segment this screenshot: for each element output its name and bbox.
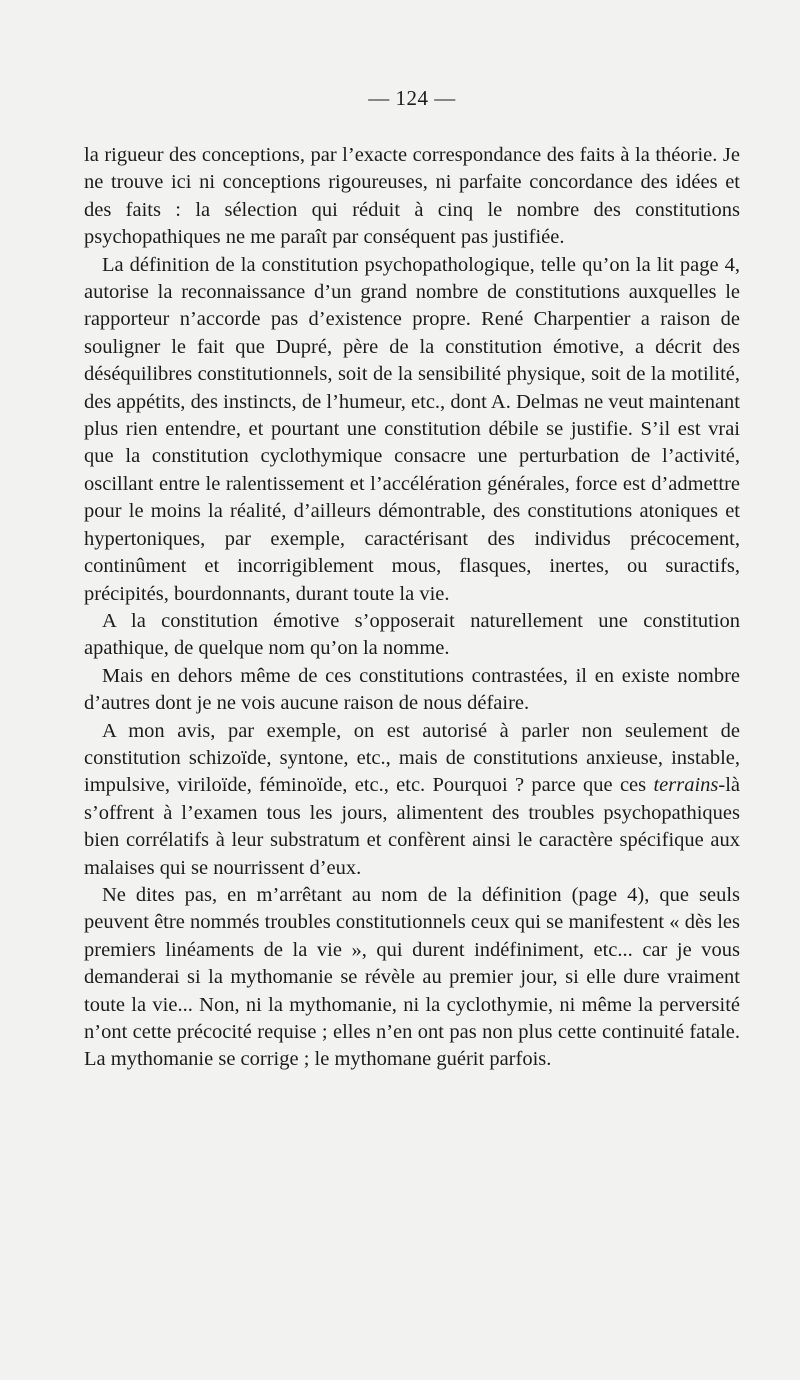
paragraph-3: A la constitution émotive s’opposerait naturellement une constitution apathique, de quelque nom qu’on la nomme. <box>84 609 740 660</box>
paragraph-1: la rigueur des conceptions, par l’exacte correspondance des faits à la théorie. Je ne trouve ici ni conceptions rigoureuses, ni parfaite concordance des idées et des faits : la sélection qui réduit à cinq le nombre des constitutions psychopathiques ne me paraît par conséquent pas justifiée. <box>84 144 740 249</box>
paragraph-2: La définition de la constitution psychopathologique, telle qu’on la lit page 4, autorise la reconnaissance d’un grand nombre de constitutions auxquelles le rapporteur n’accorde pas d’existence propre. René Charpentier a raison de souligner le fait que Dupré, père de la constitution émotive, a décrit des déséquilibres constitutionnels, soit de la sensibilité physique, soit de la motilité, des appétits, des instincts, de l’humeur, etc., dont A. Delmas ne veut maintenant plus rien entendre, et pourtant une constitution débile se justifie. S’il est vrai que la constitution cyclothymique consacre une perturbation de l’activité, oscillant entre le ralentissement et l’accélération générales, force est d’admettre pour le moins la réalité, d’ailleurs démontrable, des constitutions atoniques et hypertoniques, par exemple, caractérisant des individus précocement, continûment et incorrigiblement mous, flasques, inertes, ou suractifs, précipités, bourdonnants, durant toute la vie. <box>84 253 740 605</box>
paragraph-6: Ne dites pas, en m’arrêtant au nom de la définition (page 4), que seuls peuvent être nommés troubles constitutionnels ceux qui se manifestent « dès les premiers linéaments de la vie », qui durent indéfiniment, etc... car je vous demanderai si la mythomanie se révèle au premier jour, si elle dure vraiment toute la vie... Non, ni la mythomanie, ni la cyclothymie, ni même la perversité n’ont cette précocité requise ; elles n’en ont pas non plus cette continuité fatale. La mythomanie se corrige ; le mythomane guérit parfois. <box>84 883 740 1071</box>
paragraph-5-before: A mon avis, par exemple, on est autorisé à parler non seulement de constitution schizoïde, syntone, etc., mais de constitutions anxieuse, instable, impulsive, viriloïde, féminoïde, etc., etc. Pourquoi ? parce que ces <box>84 719 740 797</box>
page-number: — 124 — <box>368 86 456 110</box>
book-page <box>84 84 740 1074</box>
paragraph-5-italic-word: terrains <box>653 774 719 797</box>
paragraph-5 <box>84 718 740 882</box>
paragraph-4: Mais en dehors même de ces constitutions contrastées, il en existe nombre d’autres dont je ne vois aucune raison de nous défaire. <box>84 664 740 715</box>
paragraph-5-after: -là s’offrent à l’examen tous les jours, alimentent des troubles psychopathiques bien corrélatifs à leur substratum et confèrent ainsi le caractère spécifique aux malaises qui se nourrissent d’eux. <box>84 774 740 879</box>
